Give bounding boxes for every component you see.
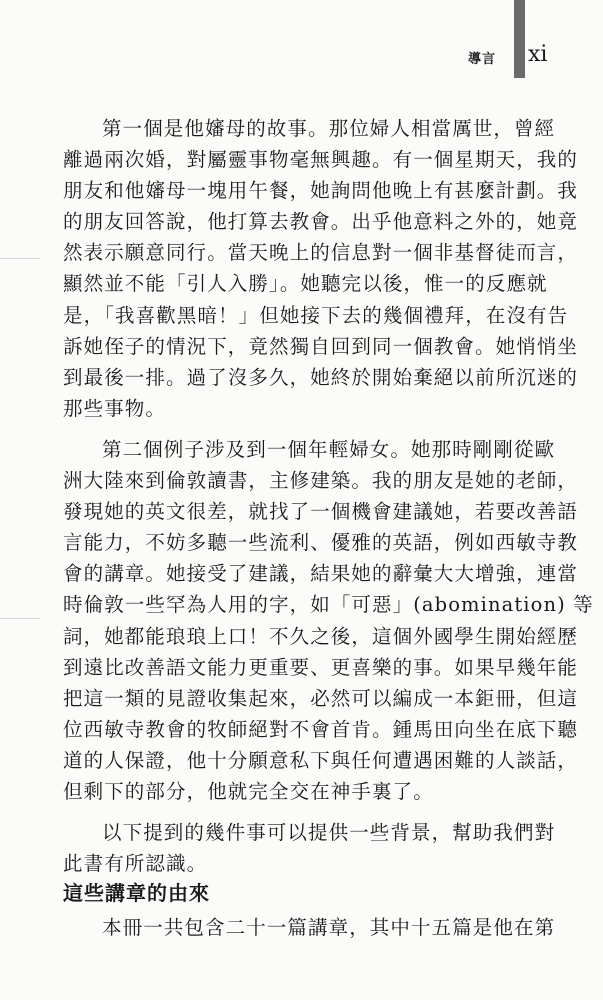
text-line: 第一個是他嬸母的故事。那位婦人相當厲世，曾經 [102, 117, 556, 140]
text-line: 朋友和他嬸母一塊用午餐，她詢問他晚上有甚麼計劃。我 [63, 179, 579, 203]
text-line: 發現她的英文很差，就找了一個機會建議她，若要改善語 [63, 500, 579, 524]
margin-mark [0, 258, 40, 259]
section-heading: 這些講章的由來 [63, 881, 210, 905]
text-line: 但剩下的部分，他就完全交在神手裏了。 [63, 779, 434, 803]
text-line: 的朋友回答說，他打算去教會。出乎他意料之外的，她竟 [63, 210, 579, 234]
text-line: 是，「我喜歡黑暗！」但她接下去的幾個禮拜，在沒有告 [63, 303, 569, 327]
text-line: 第二個例子涉及到一個年輕婦女。她那時剛剛從歐 [102, 437, 556, 461]
text-line: 訴她侄子的情況下，竟然獨自回到同一個教會。她悄悄坐 [63, 334, 579, 358]
text-line: 洲大陸來到倫敦讀書，主修建築。我的朋友是她的老師， [63, 469, 579, 493]
text-line: 會的講章。她接受了建議，結果她的辭彙大大增強，連當 [63, 562, 579, 586]
running-header-section: 導言 [468, 52, 497, 67]
text-line: 把這一類的見證收集起來，必然可以編成一本鉅冊，但這 [63, 686, 579, 710]
paragraph-1 [63, 113, 579, 424]
text-line: 到遠比改善語文能力更重要、更喜樂的事。如果早幾年能 [63, 655, 579, 679]
text-line: 道的人保證，他十分願意私下與任何遭遇困難的人談話， [63, 748, 579, 772]
page-number: xi [528, 42, 548, 67]
text-line: 離過兩次婚，對屬靈事物毫無興趣。有一個星期天，我的 [63, 148, 579, 172]
text-line: 然表示願意同行。當天晚上的信息對一個非基督徒而言， [63, 241, 579, 265]
paragraph-2 [63, 434, 594, 807]
body-text [63, 113, 594, 889]
body-text-continued [63, 912, 556, 943]
text-line: 言能力，不妨多聽一些流利、優雅的英語，例如西敏寺教 [63, 531, 579, 555]
text-line: 位西敏寺教會的牧師絕對不會首肯。鍾馬田向坐在底下聽 [63, 717, 579, 741]
paragraph-3 [63, 817, 556, 879]
text-line: 時倫敦一些罕為人用的字，如「可惡」(abomination) 等 [63, 593, 594, 617]
text-line: 顯然並不能「引人入勝」。她聽完以後，惟一的反應就 [63, 272, 548, 296]
text-line: 到最後一排。過了沒多久，她終於開始棄絕以前所沉迷的 [63, 365, 579, 389]
margin-mark [0, 618, 40, 619]
text-line: 此書有所認識。 [63, 852, 208, 876]
text-line: 以下提到的幾件事可以提供一些背景，幫助我們對 [102, 821, 556, 845]
text-line: 那些事物。 [63, 396, 167, 420]
text-line: 本冊一共包含二十一篇講章，其中十五篇是他在第 [102, 916, 556, 939]
text-line: 詞，她都能琅琅上口！不久之後，這個外國學生開始經歷 [63, 624, 579, 648]
header-rule [514, 0, 525, 78]
